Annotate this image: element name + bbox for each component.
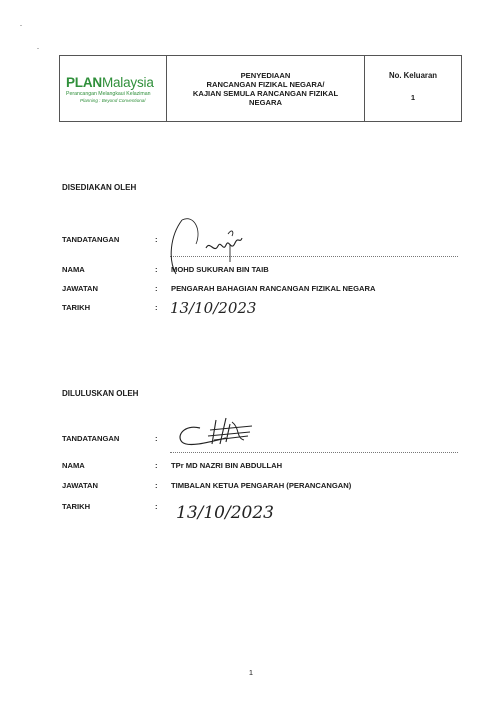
- prepared-date-handwritten: [170, 296, 257, 320]
- approved-signature: [170, 414, 250, 454]
- document-title: [167, 56, 365, 121]
- prepared-heading: DISEDIAKAN OLEH: [62, 183, 137, 192]
- prepared-name-label: NAMA: [62, 265, 85, 274]
- prepared-position-label: JAWATAN: [62, 284, 98, 293]
- colon: :: [155, 502, 158, 511]
- title-line: PENYEDIAAN: [240, 70, 291, 80]
- colon: :: [155, 265, 158, 274]
- approved-heading: DILULUSKAN OLEH: [62, 389, 139, 398]
- approved-name: TPr MD NAZRI BIN ABDULLAH: [171, 461, 283, 470]
- logo-tagline: Planning : Beyond Conventional: [80, 97, 146, 103]
- issue-value: 1: [410, 93, 416, 102]
- approved-name-label: NAMA: [62, 461, 85, 470]
- title-line: NEGARA: [249, 97, 282, 107]
- page-number: 1: [248, 668, 254, 677]
- approved-date-label: TARIKH: [62, 502, 91, 511]
- prepared-name: MOHD SUKURAN BIN TAIB: [171, 265, 269, 274]
- approved-signature-label: TANDATANGAN: [62, 434, 120, 443]
- colon: :: [155, 434, 158, 443]
- scan-speck: [20, 25, 22, 26]
- colon: :: [155, 303, 158, 312]
- approved-position: TIMBALAN KETUA PENGARAH (PERANCANGAN): [171, 481, 352, 490]
- title-line: RANCANGAN FIZIKAL NEGARA/: [206, 79, 325, 89]
- handwritten-date: 13/10/2023: [176, 503, 274, 523]
- issue-number-cell: [365, 56, 461, 121]
- prepared-signature-label: TANDATANGAN: [62, 235, 120, 244]
- prepared-position: PENGARAH BAHAGIAN RANCANGAN FIZIKAL NEGARA: [171, 284, 376, 293]
- title-line: KAJIAN SEMULA RANCANGAN FIZIKAL: [192, 88, 339, 98]
- colon: :: [155, 235, 158, 244]
- scan-speck: [37, 48, 39, 49]
- prepared-date-label: TARIKH: [62, 303, 91, 312]
- planmalaysia-logo: [60, 56, 167, 121]
- approved-date-handwritten: [176, 496, 274, 526]
- document-header: [59, 55, 462, 122]
- logo-subtitle: Perancangan Melangkaui Kelaziman: [66, 90, 151, 97]
- colon: :: [155, 284, 158, 293]
- colon: :: [155, 461, 158, 470]
- colon: :: [155, 481, 158, 490]
- handwritten-date: 13/10/2023: [170, 299, 257, 317]
- issue-label: No. Keluaran: [388, 71, 438, 80]
- logo-wordmark: PLANMalaysia: [66, 74, 154, 90]
- approved-position-label: JAWATAN: [62, 481, 98, 490]
